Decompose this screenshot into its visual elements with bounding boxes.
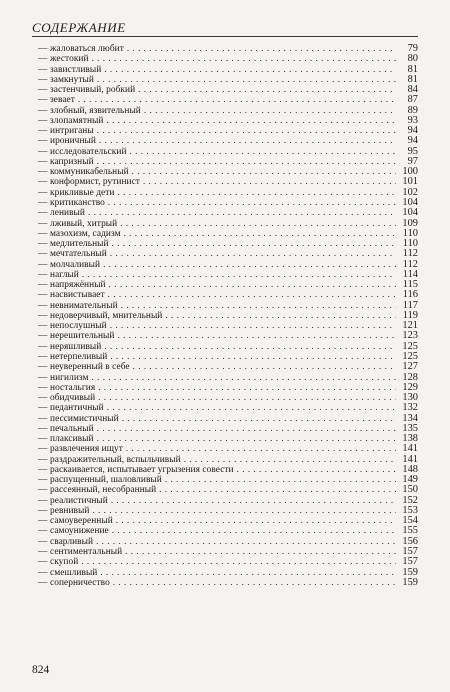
toc-entry — [38, 279, 418, 289]
toc-entry-text: медлительный — [50, 239, 109, 249]
toc-dot-leader — [138, 84, 396, 94]
toc-entry-dash: — — [38, 567, 48, 577]
toc-dot-leader — [104, 341, 396, 351]
toc-entry-dash: — — [38, 475, 48, 485]
toc-entry — [38, 577, 418, 587]
toc-entry-text: соперничество — [50, 577, 110, 588]
toc-entry-dash: — — [38, 341, 48, 351]
toc-entry-page: 110 — [402, 238, 418, 249]
toc-entry-text: наглый — [50, 269, 79, 280]
toc-entry-page: 153 — [402, 504, 418, 516]
toc-entry — [38, 505, 418, 515]
toc-entry-dash: — — [38, 105, 48, 115]
toc-entry — [38, 105, 418, 115]
toc-entry — [38, 259, 418, 269]
toc-dot-leader — [165, 474, 396, 484]
toc-dot-leader — [104, 64, 396, 74]
toc-entry-dash: — — [38, 413, 48, 423]
toc-dot-leader — [92, 505, 396, 515]
page-number: 824 — [32, 664, 50, 676]
toc-entry-page: 128 — [402, 371, 418, 382]
toc-entry — [38, 402, 418, 412]
toc-entry-dash: — — [38, 218, 48, 228]
toc-entry-page: 112 — [402, 248, 418, 259]
toc-entry — [38, 330, 418, 340]
toc-entry-text: нерешительный — [50, 331, 115, 341]
toc-entry-dash: — — [38, 485, 48, 495]
toc-entry-text: нигилизм — [50, 372, 89, 382]
toc-entry-dash: — — [38, 536, 48, 547]
toc-entry — [38, 228, 418, 238]
toc-entry — [38, 515, 418, 525]
toc-entry-dash: — — [38, 557, 48, 567]
toc-entry-page: 102 — [402, 186, 418, 197]
toc-entry-page: 135 — [402, 422, 418, 434]
toc-entry-page: 150 — [402, 484, 418, 495]
toc-dot-leader — [159, 484, 396, 494]
toc-entry — [38, 146, 418, 156]
toc-entry-text: рассеянный, несобранный — [50, 485, 157, 495]
toc-dot-leader — [184, 454, 396, 464]
toc-dot-leader — [97, 156, 396, 166]
toc-entry-text: ностальгия — [50, 382, 96, 393]
toc-dot-leader — [237, 464, 396, 474]
toc-entry-text: самоунижение — [50, 526, 109, 536]
toc-entry-page: 123 — [402, 330, 418, 341]
toc-dot-leader — [112, 238, 396, 248]
toc-entry-dash: — — [38, 54, 48, 64]
toc-entry-text: обидчивый — [50, 393, 96, 403]
toc-entry — [38, 546, 418, 556]
toc-entry-dash: — — [38, 95, 48, 105]
toc-entry — [38, 115, 418, 125]
toc-entry-page: 149 — [402, 474, 418, 485]
toc-dot-leader — [143, 176, 396, 186]
toc-dot-leader — [92, 53, 396, 63]
toc-entry-dash: — — [38, 505, 48, 516]
toc-dot-leader — [97, 433, 396, 443]
toc-entry-dash: — — [38, 547, 48, 557]
toc-entry-page: 116 — [402, 289, 418, 300]
toc-entry-dash: — — [38, 403, 48, 413]
toc-entry-page: 129 — [402, 381, 418, 393]
toc-entry-text: злопамятный — [50, 115, 104, 126]
header-title: СОДЕРЖАНИЕ — [32, 20, 126, 35]
toc-entry — [38, 474, 418, 484]
toc-dot-leader — [111, 495, 396, 505]
toc-entry-dash: — — [38, 187, 48, 197]
toc-entry — [38, 464, 418, 474]
toc-entry-dash: — — [38, 393, 48, 403]
toc-entry — [38, 53, 418, 63]
toc-dot-leader — [100, 567, 396, 577]
toc-entry-page: 93 — [407, 114, 418, 126]
toc-dot-leader — [98, 392, 396, 402]
toc-entry-page: 125 — [402, 340, 418, 351]
toc-entry — [38, 84, 418, 94]
toc-entry-text: коммуникабельный — [50, 167, 129, 177]
toc-entry-dash: — — [38, 300, 48, 310]
toc-entry — [38, 433, 418, 443]
toc-dot-leader — [108, 289, 396, 299]
toc-entry — [38, 125, 418, 135]
toc-entry — [38, 269, 418, 279]
toc-entry — [38, 135, 418, 145]
toc-entry-text: сентиментальный — [50, 547, 123, 557]
toc-entry-text: жаловаться любит — [50, 44, 124, 54]
toc-dot-leader — [118, 187, 397, 197]
toc-dot-leader — [122, 413, 396, 423]
toc-entry-page: 115 — [402, 279, 418, 290]
toc-entry-text: раскаивается, испытывает угрызения совести — [50, 464, 234, 475]
toc-entry — [38, 289, 418, 299]
toc-entry-text: недоверчивый, мнительный — [50, 310, 163, 321]
toc-dot-leader — [107, 402, 396, 412]
toc-entry-page: 138 — [402, 433, 418, 444]
toc-entry-page: 97 — [407, 155, 418, 167]
toc-entry-dash: — — [38, 351, 48, 362]
toc-entry-page: 114 — [402, 268, 418, 280]
toc-entry-text: неуверенный в себе — [50, 362, 130, 372]
toc-entry-text: конформист, рутинист — [50, 177, 140, 187]
toc-dot-leader — [98, 382, 396, 392]
toc-entry-text: педантичный — [50, 403, 104, 413]
toc-entry-text: сварливый — [50, 536, 94, 547]
toc-entry-text: зевает — [50, 95, 75, 105]
toc-entry-page: 104 — [402, 196, 418, 208]
toc-entry-text: критиканство — [50, 197, 105, 208]
toc-entry — [38, 207, 418, 217]
toc-entry — [38, 74, 418, 84]
toc-entry-page: 148 — [402, 463, 418, 475]
toc-entry-page: 130 — [402, 392, 418, 403]
toc-entry-text: самоуверенный — [50, 516, 113, 526]
toc-entry-page: 134 — [402, 412, 418, 423]
toc-entry-page: 81 — [407, 63, 418, 74]
toc-dot-leader — [127, 43, 396, 53]
toc-entry — [38, 361, 418, 371]
toc-entry — [38, 320, 418, 330]
toc-entry-page: 159 — [402, 566, 418, 577]
toc-entry-page: 127 — [402, 361, 418, 372]
toc-entry-dash: — — [38, 228, 48, 239]
toc-entry-dash: — — [38, 423, 48, 434]
toc-dot-leader — [82, 269, 396, 279]
toc-entry — [38, 382, 418, 392]
toc-entry-page: 159 — [402, 576, 418, 588]
toc-dot-leader — [110, 320, 396, 330]
toc-entry-dash: — — [38, 197, 48, 208]
toc-entry-text: реалистичный — [50, 495, 108, 505]
toc-entry-text: насвистывает — [50, 290, 105, 300]
toc-entry-text: завистливый — [50, 64, 102, 74]
toc-entry-text: печальный — [50, 423, 94, 434]
toc-entry-dash: — — [38, 208, 48, 218]
toc-entry-dash: — — [38, 331, 48, 341]
toc-dot-leader — [116, 515, 396, 525]
toc-entry-dash: — — [38, 516, 48, 526]
toc-dot-leader — [81, 556, 396, 566]
toc-entry-text: мазохизм, садизм — [50, 228, 121, 239]
toc-entry-page: 132 — [402, 402, 418, 413]
toc-entry-page: 141 — [402, 443, 418, 454]
toc-entry-dash: — — [38, 126, 48, 136]
toc-entry-page: 89 — [407, 104, 418, 115]
running-header — [32, 17, 418, 35]
toc-entry-page: 156 — [402, 535, 418, 547]
toc-dot-leader — [78, 94, 396, 104]
toc-dot-leader — [108, 197, 396, 207]
toc-entry-text: крикливые дети — [50, 187, 115, 197]
toc-entry-dash: — — [38, 146, 48, 156]
toc-entry-dash: — — [38, 239, 48, 249]
toc-dot-leader — [97, 125, 396, 135]
table-of-contents — [38, 43, 418, 587]
toc-entry-page: 155 — [402, 525, 418, 536]
toc-entry-dash: — — [38, 321, 48, 331]
toc-entry-page: 154 — [402, 515, 418, 526]
toc-entry-page: 100 — [402, 166, 418, 177]
toc-entry-page: 84 — [407, 84, 418, 95]
toc-dot-leader — [92, 372, 397, 382]
toc-dot-leader — [125, 546, 396, 556]
toc-entry — [38, 484, 418, 494]
toc-entry-page: 119 — [402, 309, 418, 321]
toc-entry-dash: — — [38, 85, 48, 95]
toc-entry — [38, 443, 418, 453]
toc-entry-dash: — — [38, 177, 48, 187]
toc-entry — [38, 525, 418, 535]
toc-dot-leader — [97, 423, 396, 433]
toc-dot-leader — [117, 330, 396, 340]
toc-entry-dash: — — [38, 156, 48, 167]
toc-entry-page: 157 — [402, 556, 418, 567]
toc-entry-text: злобный, язвительный — [50, 105, 141, 115]
toc-entry-dash: — — [38, 269, 48, 280]
toc-entry-text: смешливый — [50, 567, 98, 577]
toc-entry-page: 101 — [402, 176, 418, 187]
toc-entry — [38, 300, 418, 310]
toc-entry-dash: — — [38, 382, 48, 393]
toc-entry-text: ленивый — [50, 208, 85, 218]
toc-dot-leader — [97, 74, 396, 84]
toc-entry-dash: — — [38, 577, 48, 588]
toc-entry-page: 121 — [402, 320, 418, 331]
toc-entry-dash: — — [38, 290, 48, 300]
toc-entry-dash: — — [38, 464, 48, 475]
toc-entry-dash: — — [38, 259, 48, 269]
toc-entry-text: напряжённый — [50, 280, 106, 290]
toc-dot-leader — [88, 207, 396, 217]
toc-entry-dash: — — [38, 454, 48, 464]
toc-entry — [38, 341, 418, 351]
toc-dot-leader — [106, 115, 396, 125]
toc-dot-leader — [133, 361, 396, 371]
toc-entry — [38, 197, 418, 207]
toc-entry-dash: — — [38, 115, 48, 126]
toc-dot-leader — [110, 248, 396, 258]
toc-entry-text: мечтательный — [50, 249, 107, 259]
toc-entry-page: 94 — [407, 125, 418, 136]
toc-entry-text: пессимистичный — [50, 413, 119, 423]
toc-entry-dash: — — [38, 495, 48, 505]
toc-entry — [38, 423, 418, 433]
toc-dot-leader — [121, 300, 396, 310]
toc-entry-dash: — — [38, 136, 48, 146]
toc-entry-page: 79 — [407, 43, 418, 54]
toc-entry-text: застенчивый, робкий — [50, 85, 136, 95]
toc-entry-text: замкнутый — [50, 74, 94, 85]
toc-entry-text: скупой — [50, 557, 79, 567]
toc-entry-page: 87 — [407, 94, 418, 105]
toc-entry — [38, 536, 418, 546]
toc-entry-text: нетерпеливый — [50, 351, 108, 362]
toc-entry — [38, 64, 418, 74]
toc-entry-text: жестокий — [50, 54, 89, 64]
toc-entry-text: капризный — [50, 156, 94, 167]
toc-entry — [38, 310, 418, 320]
toc-entry-dash: — — [38, 434, 48, 444]
toc-dot-leader — [144, 105, 396, 115]
toc-entry-text: лживый, хитрый — [50, 218, 118, 228]
toc-entry — [38, 156, 418, 166]
toc-entry — [38, 392, 418, 402]
toc-entry-page: 81 — [407, 73, 418, 85]
toc-entry — [38, 413, 418, 423]
toc-dot-leader — [165, 310, 396, 320]
toc-entry-text: распущенный, шаловливый — [50, 475, 162, 485]
toc-entry-page: 95 — [407, 145, 418, 156]
toc-entry — [38, 166, 418, 176]
toc-entry — [38, 351, 418, 361]
toc-entry-page: 109 — [402, 217, 418, 228]
toc-entry — [38, 372, 418, 382]
toc-dot-leader — [103, 259, 396, 269]
toc-entry — [38, 454, 418, 464]
toc-entry-page: 104 — [402, 207, 418, 218]
toc-entry-text: раздражительный, вспыльчивый — [50, 454, 181, 464]
toc-dot-leader — [132, 166, 396, 176]
header-rule — [32, 36, 418, 37]
toc-entry-page: 110 — [402, 227, 418, 239]
toc-entry-text: плаксивый — [50, 434, 94, 444]
toc-entry-dash: — — [38, 167, 48, 177]
toc-entry-text: невнимательный — [50, 300, 118, 310]
toc-entry — [38, 94, 418, 104]
toc-dot-leader — [99, 135, 396, 145]
toc-entry — [38, 187, 418, 197]
toc-entry-dash: — — [38, 44, 48, 54]
toc-entry-dash: — — [38, 280, 48, 290]
toc-entry-page: 112 — [402, 258, 418, 269]
toc-entry — [38, 556, 418, 566]
toc-entry-text: интриганы — [50, 126, 94, 136]
toc-dot-leader — [112, 525, 396, 535]
toc-entry-page: 117 — [402, 299, 418, 310]
toc-entry-text: ревнивый — [50, 505, 90, 516]
toc-entry-page: 80 — [407, 53, 418, 64]
toc-entry-dash: — — [38, 444, 48, 454]
toc-dot-leader — [120, 218, 396, 228]
toc-entry-text: непослушный — [50, 321, 107, 331]
toc-dot-leader — [126, 443, 396, 453]
toc-entry-dash: — — [38, 526, 48, 536]
toc-entry-dash: — — [38, 372, 48, 382]
toc-entry-page: 125 — [402, 350, 418, 362]
toc-entry — [38, 176, 418, 186]
toc-entry — [38, 43, 418, 53]
toc-entry-page: 94 — [407, 135, 418, 146]
toc-entry-page: 152 — [402, 494, 418, 505]
toc-entry-text: неряшливый — [50, 341, 102, 351]
toc-dot-leader — [96, 536, 396, 546]
toc-entry — [38, 248, 418, 258]
toc-entry-text: ироничный — [50, 136, 96, 146]
toc-entry — [38, 238, 418, 248]
toc-entry-dash: — — [38, 362, 48, 372]
toc-entry — [38, 495, 418, 505]
toc-entry-dash: — — [38, 310, 48, 321]
toc-entry-page: 157 — [402, 546, 418, 557]
toc-entry-text: исследовательский — [50, 146, 127, 156]
toc-dot-leader — [110, 351, 396, 361]
toc-entry-dash: — — [38, 74, 48, 85]
toc-entry — [38, 567, 418, 577]
toc-entry — [38, 218, 418, 228]
toc-dot-leader — [109, 279, 396, 289]
toc-entry-text: развлечения ищут — [50, 444, 123, 454]
toc-entry-dash: — — [38, 249, 48, 259]
toc-dot-leader — [113, 577, 396, 587]
toc-dot-leader — [130, 146, 396, 156]
toc-entry-dash: — — [38, 64, 48, 74]
toc-entry-page: 141 — [402, 453, 418, 464]
toc-dot-leader — [124, 228, 396, 238]
toc-entry-text: молчаливый — [50, 259, 101, 269]
